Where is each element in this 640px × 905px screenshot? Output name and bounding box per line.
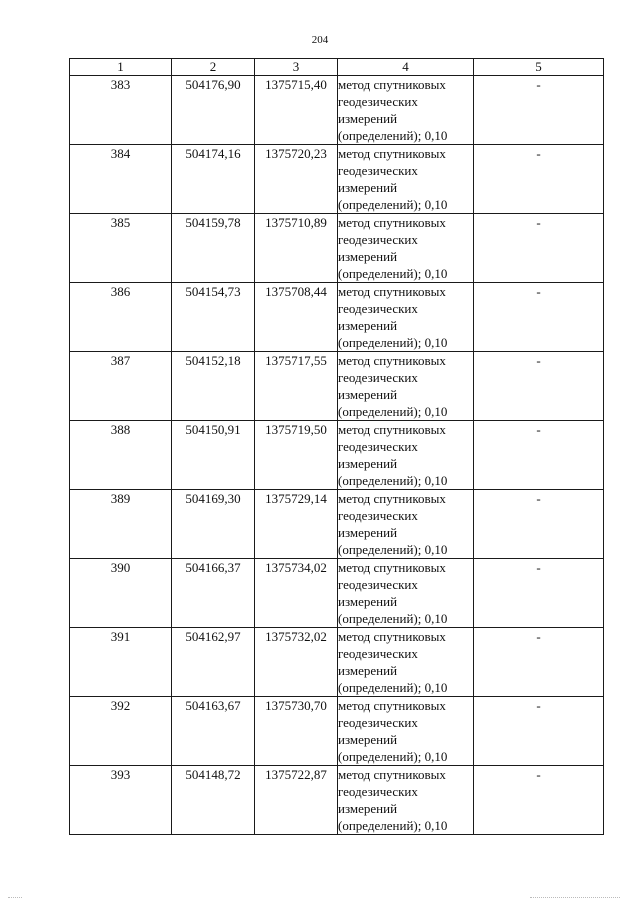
method-cell: метод спутниковых геодезических измерений (определений); 0,10 bbox=[338, 352, 474, 421]
column-header-4: 4 bbox=[338, 59, 474, 76]
table-row bbox=[70, 766, 604, 835]
point-number-cell: 383 bbox=[70, 76, 172, 145]
y-coordinate-cell: 1375722,87 bbox=[255, 766, 338, 835]
x-coordinate-cell: 504154,73 bbox=[172, 283, 255, 352]
y-coordinate-cell: 1375734,02 bbox=[255, 559, 338, 628]
y-coordinate-cell: 1375730,70 bbox=[255, 697, 338, 766]
table-body bbox=[70, 76, 604, 835]
page-number: 204 bbox=[311, 34, 329, 46]
header-row bbox=[70, 59, 604, 76]
table-row bbox=[70, 490, 604, 559]
note-cell: - bbox=[474, 766, 604, 835]
note-cell: - bbox=[474, 421, 604, 490]
note-cell: - bbox=[474, 697, 604, 766]
method-cell: метод спутниковых геодезических измерений (определений); 0,10 bbox=[338, 490, 474, 559]
scan-mark-left bbox=[8, 897, 22, 900]
table-row bbox=[70, 76, 604, 145]
point-number-cell: 387 bbox=[70, 352, 172, 421]
method-cell: метод спутниковых геодезических измерений (определений); 0,10 bbox=[338, 697, 474, 766]
column-header-2: 2 bbox=[172, 59, 255, 76]
point-number-cell: 385 bbox=[70, 214, 172, 283]
method-cell: метод спутниковых геодезических измерений (определений); 0,10 bbox=[338, 283, 474, 352]
method-cell: метод спутниковых геодезических измерений (определений); 0,10 bbox=[338, 214, 474, 283]
note-cell: - bbox=[474, 559, 604, 628]
table-row bbox=[70, 697, 604, 766]
column-header-5: 5 bbox=[474, 59, 604, 76]
table-row bbox=[70, 628, 604, 697]
method-cell: метод спутниковых геодезических измерений (определений); 0,10 bbox=[338, 76, 474, 145]
table-row bbox=[70, 214, 604, 283]
point-number-cell: 384 bbox=[70, 145, 172, 214]
y-coordinate-cell: 1375719,50 bbox=[255, 421, 338, 490]
y-coordinate-cell: 1375715,40 bbox=[255, 76, 338, 145]
note-cell: - bbox=[474, 214, 604, 283]
point-number-cell: 388 bbox=[70, 421, 172, 490]
x-coordinate-cell: 504169,30 bbox=[172, 490, 255, 559]
y-coordinate-cell: 1375710,89 bbox=[255, 214, 338, 283]
y-coordinate-cell: 1375717,55 bbox=[255, 352, 338, 421]
x-coordinate-cell: 504148,72 bbox=[172, 766, 255, 835]
table-row bbox=[70, 421, 604, 490]
method-cell: метод спутниковых геодезических измерений (определений); 0,10 bbox=[338, 145, 474, 214]
table-row bbox=[70, 559, 604, 628]
note-cell: - bbox=[474, 145, 604, 214]
point-number-cell: 386 bbox=[70, 283, 172, 352]
note-cell: - bbox=[474, 76, 604, 145]
method-cell: метод спутниковых геодезических измерений (определений); 0,10 bbox=[338, 766, 474, 835]
x-coordinate-cell: 504150,91 bbox=[172, 421, 255, 490]
x-coordinate-cell: 504159,78 bbox=[172, 214, 255, 283]
x-coordinate-cell: 504152,18 bbox=[172, 352, 255, 421]
table-row bbox=[70, 352, 604, 421]
y-coordinate-cell: 1375720,23 bbox=[255, 145, 338, 214]
method-cell: метод спутниковых геодезических измерений (определений); 0,10 bbox=[338, 559, 474, 628]
point-number-cell: 390 bbox=[70, 559, 172, 628]
y-coordinate-cell: 1375708,44 bbox=[255, 283, 338, 352]
note-cell: - bbox=[474, 283, 604, 352]
x-coordinate-cell: 504176,90 bbox=[172, 76, 255, 145]
point-number-cell: 391 bbox=[70, 628, 172, 697]
x-coordinate-cell: 504163,67 bbox=[172, 697, 255, 766]
note-cell: - bbox=[474, 352, 604, 421]
column-header-3: 3 bbox=[255, 59, 338, 76]
point-number-cell: 389 bbox=[70, 490, 172, 559]
y-coordinate-cell: 1375732,02 bbox=[255, 628, 338, 697]
x-coordinate-cell: 504166,37 bbox=[172, 559, 255, 628]
scan-mark-right bbox=[530, 897, 620, 900]
x-coordinate-cell: 504174,16 bbox=[172, 145, 255, 214]
scan-footer-marks bbox=[0, 895, 640, 903]
method-cell: метод спутниковых геодезических измерений (определений); 0,10 bbox=[338, 421, 474, 490]
note-cell: - bbox=[474, 628, 604, 697]
y-coordinate-cell: 1375729,14 bbox=[255, 490, 338, 559]
table-row bbox=[70, 283, 604, 352]
point-number-cell: 393 bbox=[70, 766, 172, 835]
note-cell: - bbox=[474, 490, 604, 559]
column-header-1: 1 bbox=[70, 59, 172, 76]
x-coordinate-cell: 504162,97 bbox=[172, 628, 255, 697]
table-row bbox=[70, 145, 604, 214]
coordinates-table bbox=[69, 58, 604, 835]
point-number-cell: 392 bbox=[70, 697, 172, 766]
method-cell: метод спутниковых геодезических измерений (определений); 0,10 bbox=[338, 628, 474, 697]
